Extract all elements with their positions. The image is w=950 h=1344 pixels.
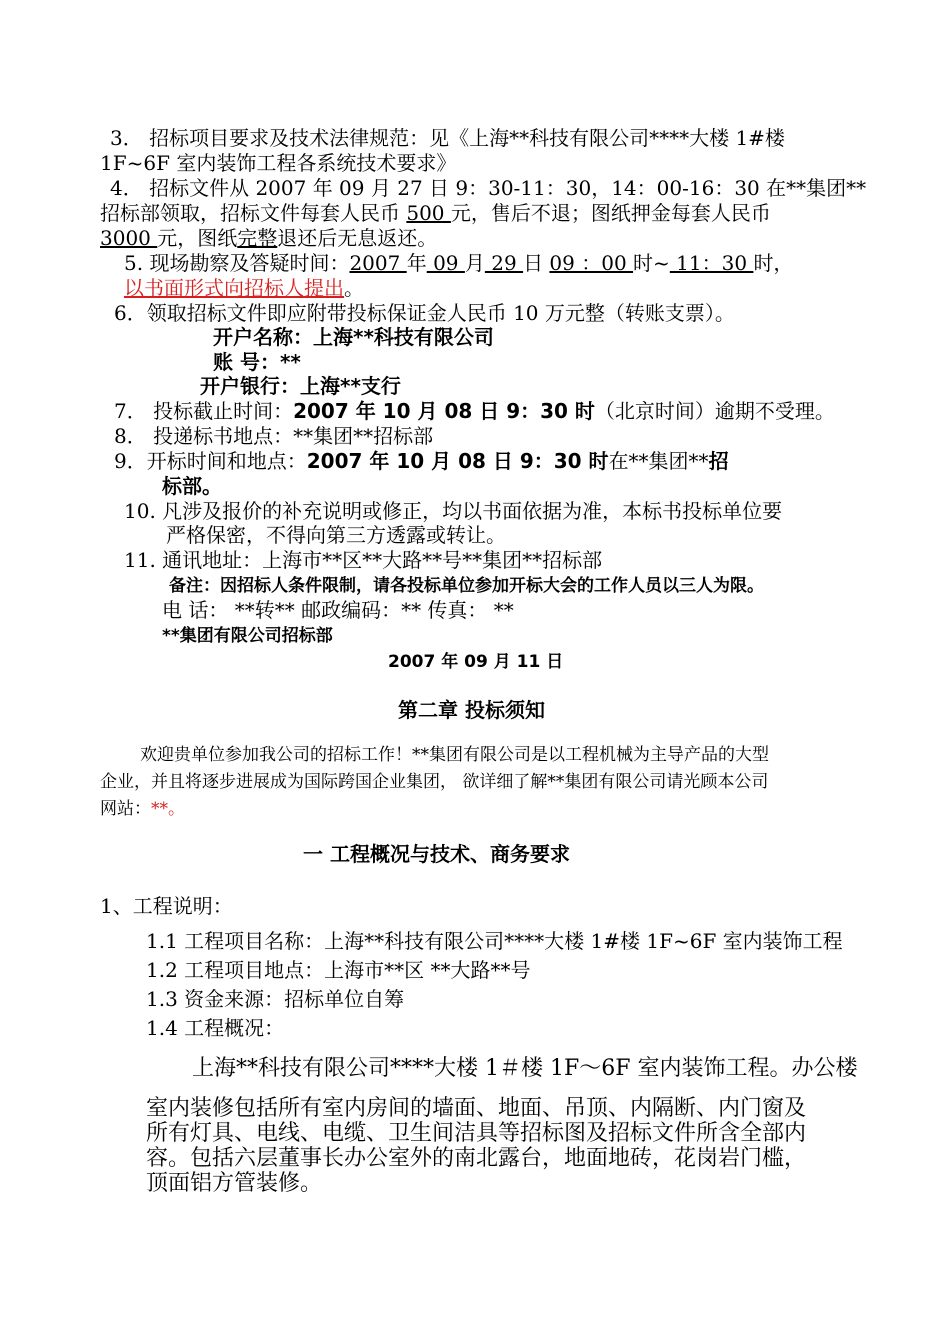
item-5-dot: 。 [344, 276, 364, 300]
remark: 备注：因招标人条件限制，请各投标单位参加开标大会的工作人员以三人为限。 [169, 576, 764, 596]
account-name: 开户名称：上海**科技有限公司 [213, 325, 494, 349]
item-4-fee: 500 [406, 201, 451, 225]
item-5-line1 [124, 251, 793, 275]
account-bank: 开户银行：上海**支行 [200, 374, 401, 398]
item-4-text-c: 元，图纸 [157, 226, 238, 250]
item-9-line2: 标部。 [162, 474, 222, 498]
section-1-2: 1.2 工程项目地点：上海市**区 **大路**号 [146, 958, 531, 982]
item-5-sep: 时~ [633, 251, 670, 275]
intro-line1: 欢迎贵单位参加我公司的招标工作！**集团有限公司是以工程机械为主导产品的大型 [140, 745, 769, 765]
item-4-text-d: 退还后无息返还。 [277, 226, 438, 250]
item-5-day-unit: 日 [523, 251, 550, 275]
overview-line3: 所有灯具、电线、电缆、卫生间洁具等招标图及招标文件所含全部内 [146, 1121, 807, 1146]
overview-line4: 容。包括六层董事长办公室外的南北露台，地面地砖，花岗岩门槛， [146, 1146, 807, 1171]
item-5-hour-unit: 时， [753, 251, 794, 275]
overview-line2: 室内装修包括所有室内房间的墙面、地面、吊顶、内隔断、内门窗及 [146, 1096, 807, 1121]
item-9-label: 9．开标时间和地点： [114, 449, 307, 473]
account-number: 账 号：** [213, 350, 301, 374]
item-5-label: 5. 现场勘察及答疑时间： [124, 251, 350, 275]
signature: **集团有限公司招标部 [162, 626, 333, 646]
item-4-line3 [100, 226, 437, 250]
item-9-line1 [114, 449, 729, 473]
section-1-1: 1.1 工程项目名称：上海**科技有限公司****大楼 1#楼 1F~6F 室内装饰工程 [146, 929, 843, 953]
item-5-day: 29 [484, 251, 524, 275]
item-5-month: 09 [426, 251, 465, 275]
item-7-deadline: 2007 年 10 月 08 日 9：30 时 [293, 399, 595, 423]
overview-line5: 顶面铝方管装修。 [146, 1171, 323, 1196]
section-1: 1、工程说明： [100, 894, 233, 918]
item-8: 8． 投递标书地点：**集团**招标部 [114, 424, 434, 448]
item-11: 11. 通讯地址：上海市**区**大路**号**集团**招标部 [124, 548, 603, 572]
item-7-label: 7． 投标截止时间： [114, 399, 294, 423]
item-5-year-unit: 年 [406, 251, 427, 275]
item-10-line1: 10. 凡涉及报价的补充说明或修正，均以书面依据为准，本标书投标单位要 [124, 499, 783, 523]
item-5-year: 2007 [349, 251, 407, 275]
item-6: 6．领取招标文件即应附带投标保证金人民币 10 万元整（转账支票）。 [114, 301, 735, 325]
item-9-place: 在**集团** [608, 449, 709, 473]
item-7-tail: （北京时间）逾期不受理。 [594, 399, 835, 423]
item-5-end: 11：30 [669, 251, 754, 275]
intro-dot: 。 [168, 799, 185, 819]
item-5-start: 09 ：00 [549, 251, 634, 275]
item-10-line2: 严格保密，不得向第三方透露或转让。 [166, 523, 506, 547]
issue-date: 2007 年 09 月 11 日 [388, 652, 564, 672]
item-4-deposit: 3000 [100, 226, 158, 250]
item-5-line2 [124, 276, 364, 300]
chapter-title: 第二章 投标须知 [398, 698, 545, 722]
item-9-time: 2007 年 10 月 08 日 9：30 时 [306, 449, 609, 473]
item-3-line2: 1F~6F 室内装饰工程各系统技术要求》 [100, 151, 457, 175]
section-1-3: 1.3 资金来源：招标单位自筹 [146, 987, 405, 1011]
item-4-text-a: 招标部领取，招标文件每套人民币 [100, 201, 407, 225]
overview-line1: 上海**科技有限公司****大楼 1＃楼 1F～6F 室内装饰工程。办公楼 [192, 1056, 858, 1081]
item-7 [114, 399, 835, 423]
intro-website: ** [151, 799, 168, 819]
item-4-line1: 4． 招标文件从 2007 年 09 月 27 日 9：30-11：30，14：00-16：30 在**集团** [110, 176, 867, 200]
item-5-month-unit: 月 [464, 251, 485, 275]
section-1-4: 1.4 工程概况： [146, 1016, 285, 1040]
item-9-place-bold: 招 [708, 449, 729, 473]
intro-line2: 企业，并且将逐步进展成为国际跨国企业集团， 欲详细了解**集团有限公司请光顾本公司 [100, 772, 769, 792]
item-3-line1: 3． 招标项目要求及技术法律规范：见《上海**科技有限公司****大楼 1#楼 [110, 126, 785, 150]
contact-line: 电 话： **转** 邮政编码：** 传真： ** [162, 598, 514, 622]
item-5-note: 以书面形式向招标人提出 [124, 276, 344, 300]
intro-line3 [100, 797, 185, 821]
item-4-text-b: 元，售后不退；图纸押金每套人民币 [450, 201, 771, 225]
item-4-line2 [100, 201, 771, 225]
item-4-intact: 完整 [237, 226, 278, 250]
section-title: 一 工程概况与技术、商务要求 [303, 842, 570, 866]
intro-website-label: 网站： [100, 799, 151, 819]
